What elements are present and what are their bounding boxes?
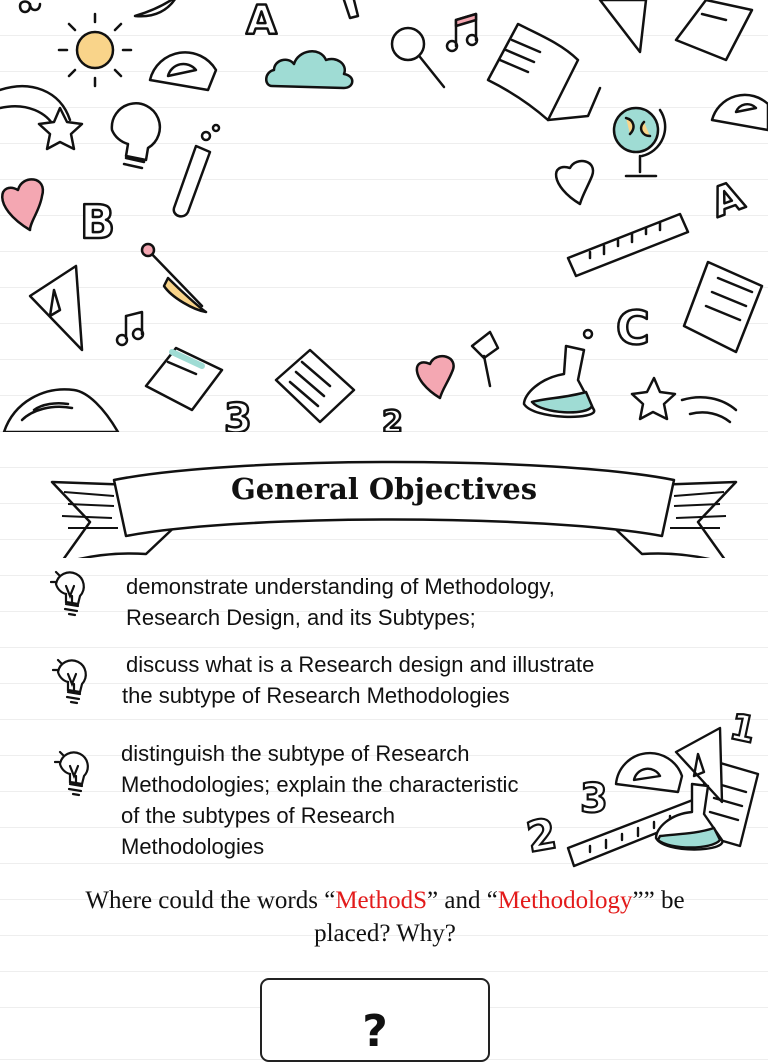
ruler-icon [344,0,358,18]
pushpin-icon [472,332,498,386]
objective-3-line-2: Methodologies; explain the characteristic [121,772,519,797]
test-tube-icon [174,125,219,216]
paper-icon [684,262,762,352]
flask-icon [524,330,594,417]
number-2: 2 [382,405,403,432]
question-suffix: ”” be [632,887,685,914]
paintbrush-icon [142,244,206,312]
shooting-star-icon [632,378,736,422]
lightbulb-icon [52,656,96,706]
objective-3-line-3: of the subtypes of Research [121,803,395,828]
closed-book-icon [676,0,752,60]
heart-icon [2,179,43,230]
lightbulb-doodle-icon [112,103,160,168]
sun-icon [59,14,131,86]
leaf-icon [135,0,177,16]
cloud-icon [266,51,352,88]
protractor-icon [616,753,682,792]
letter-b: B [80,195,116,249]
number-2: 2 [522,808,561,862]
lightbulb-icon [54,748,98,798]
music-note-icon [20,2,40,13]
triangle-ruler-icon [600,0,646,52]
open-book-icon [4,389,118,432]
question-line-2: placed? Why? [314,920,456,947]
ruler-icon [568,214,688,276]
objective-2-line-2: the subtype of Research Methodologies [122,683,510,708]
protractor-icon [712,95,768,130]
question-mark: ? [362,1006,388,1057]
triangle-ruler-icon [30,266,82,350]
page-title: General Objectives [230,472,538,506]
side-doodle-cluster [520,700,768,870]
music-note-icon [447,14,477,51]
letter-a: A [246,0,277,44]
magnifier-icon [392,28,444,87]
objective-1-line-1: demonstrate understanding of Methodology, [126,574,555,599]
number-3: 3 [224,396,252,432]
lightbulb-icon [50,568,94,618]
objective-3-line-1: distinguish the subtype of Research [121,741,470,766]
globe-icon [614,108,665,176]
heart-icon [556,161,593,204]
number-3: 3 [580,776,608,822]
closed-book-icon [146,348,222,410]
number-1: 1 [726,706,760,752]
keyword-methodology: Methodology [497,887,633,914]
question-prefix: Where could the words “ [85,887,336,914]
heart-icon [417,356,454,398]
discussion-question [30,884,740,950]
music-note-icon [117,312,143,345]
objective-1-line-2: Research Design, and its Subtypes; [126,605,476,630]
shooting-star-icon [0,86,82,149]
school-doodles-header [0,0,768,432]
keyword-methods: MethodS [335,887,428,914]
open-book-icon [488,24,600,120]
question-middle: ” and “ [427,887,498,914]
paper-icon [276,350,354,422]
letter-a: A [704,173,750,227]
objective-2-line-1: discuss what is a Research design and illustrate [126,652,595,677]
protractor-icon [150,52,216,90]
letter-c: C [616,301,650,355]
answer-box [260,978,490,1062]
objective-3-line-4: Methodologies [121,834,265,859]
